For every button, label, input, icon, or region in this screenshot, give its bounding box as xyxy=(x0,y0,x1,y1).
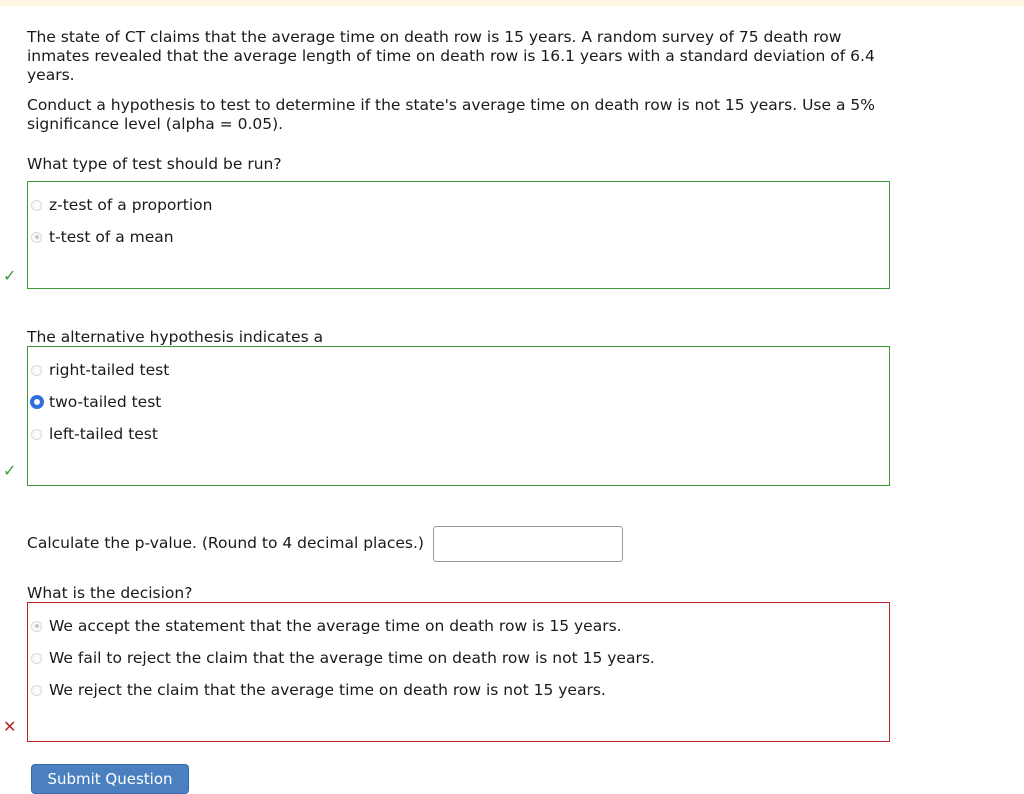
radio-button[interactable] xyxy=(31,429,42,440)
problem-statement: The state of CT claims that the average time on death row is 15 years. A random survey of 75 death row inmates revealed that the average length of time on death row is 16.1 years with a standard deviation of 6.4 years. xyxy=(27,28,875,84)
radio-button[interactable] xyxy=(31,653,42,664)
radio-button[interactable] xyxy=(31,365,42,376)
q4-prompt: What is the decision? xyxy=(27,584,193,602)
q4-option-accept[interactable] xyxy=(31,616,622,636)
radio-button-selected[interactable] xyxy=(31,621,42,632)
radio-button[interactable] xyxy=(31,200,42,211)
submit-question-button[interactable]: Submit Question xyxy=(31,764,189,794)
q1-option-t-test[interactable] xyxy=(31,227,174,247)
q2-option-right-tailed[interactable] xyxy=(31,360,169,380)
radio-button[interactable] xyxy=(31,685,42,696)
check-icon: ✓ xyxy=(3,266,17,285)
q4-option-label: We accept the statement that the average time on death row is 15 years. xyxy=(49,617,622,635)
radio-button-selected[interactable] xyxy=(31,232,42,243)
x-icon: ✕ xyxy=(3,717,17,736)
problem-instructions: Conduct a hypothesis to test to determine if the state's average time on death row is not 15 years. Use a 5% significance level (alpha = 0.05). xyxy=(27,96,875,133)
q1-option-z-test[interactable] xyxy=(31,195,212,215)
q4-option-reject[interactable] xyxy=(31,680,606,700)
q4-option-fail-to-reject[interactable] xyxy=(31,648,655,668)
q3-prompt: Calculate the p-value. (Round to 4 decimal places.) xyxy=(27,534,424,552)
q2-option-two-tailed[interactable] xyxy=(31,392,161,412)
check-icon: ✓ xyxy=(3,461,17,480)
q1-option-label: z-test of a proportion xyxy=(49,196,213,214)
top-bar xyxy=(0,0,1024,6)
q2-prompt: The alternative hypothesis indicates a xyxy=(27,328,324,346)
q2-option-label: left-tailed test xyxy=(49,425,158,443)
q2-option-label: two-tailed test xyxy=(49,393,162,411)
p-value-input[interactable] xyxy=(433,526,623,562)
q2-option-left-tailed[interactable] xyxy=(31,424,158,444)
radio-button-selected[interactable] xyxy=(30,395,44,409)
q4-option-label: We reject the claim that the average time on death row is not 15 years. xyxy=(49,681,606,699)
q1-option-label: t-test of a mean xyxy=(49,228,174,246)
q1-prompt: What type of test should be run? xyxy=(27,155,282,173)
q2-option-label: right-tailed test xyxy=(49,361,170,379)
q4-option-label: We fail to reject the claim that the average time on death row is not 15 years. xyxy=(49,649,655,667)
